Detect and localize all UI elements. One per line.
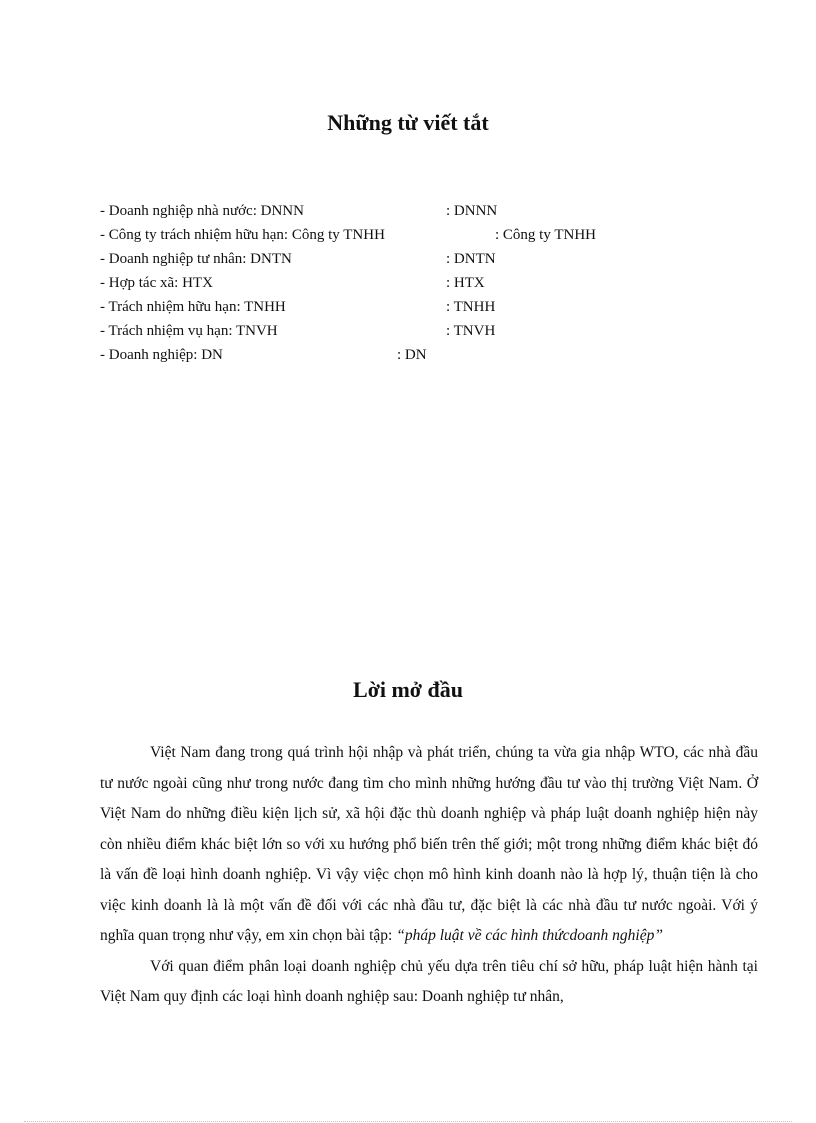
abbreviation-item xyxy=(100,223,720,247)
introduction-body xyxy=(100,738,758,1013)
abbreviation-item xyxy=(100,247,720,271)
assignment-topic: “pháp luật về các hình thứcdoanh nghiệp” xyxy=(396,927,663,944)
abbreviation-short: : DN xyxy=(397,347,427,363)
abbreviations-title: Những từ viết tắt xyxy=(327,110,489,135)
abbreviation-term: - Trách nhiệm hữu hạn: TNHH xyxy=(100,299,286,315)
abbreviation-short: : Công ty TNHH xyxy=(495,227,596,243)
introduction-title: Lời mở đầu xyxy=(353,677,463,702)
abbreviation-term: - Doanh nghiệp: DN xyxy=(100,347,223,363)
abbreviation-term: - Doanh nghiệp nhà nước: DNNN xyxy=(100,203,304,219)
abbreviation-item xyxy=(100,271,720,295)
abbreviation-term: - Công ty trách nhiệm hữu hạn: Công ty TNHH xyxy=(100,227,385,243)
abbreviation-item xyxy=(100,199,720,223)
page-bottom-divider xyxy=(24,1121,792,1122)
abbreviation-term: - Trách nhiệm vụ hạn: TNVH xyxy=(100,323,278,339)
abbreviation-short: : TNVH xyxy=(446,323,496,339)
abbreviation-term: - Hợp tác xã: HTX xyxy=(100,275,213,291)
intro-paragraph: Với quan điểm phân loại doanh nghiệp chủ yếu dựa trên tiêu chí sở hữu, pháp luật hiện hành tại Việt Nam quy định các loại hình doanh nghiệp sau: Doanh nghiệp tư nhân, xyxy=(100,957,758,1005)
abbreviation-short: : TNHH xyxy=(446,299,496,315)
intro-paragraph xyxy=(100,738,758,952)
abbreviation-short: : HTX xyxy=(446,275,485,291)
abbreviation-item xyxy=(100,343,720,367)
abbreviation-item xyxy=(100,319,720,343)
intro-paragraph-text: Việt Nam đang trong quá trình hội nhập và phát triển, chúng ta vừa gia nhập WTO, các nhà đầu tư nước ngoài cũng như trong nước đang tìm cho mình những hướng đầu tư vào thị trường Việt Nam. Ở Việt Nam do những điều kiện lịch sử, xã hội đặc thù doanh nghiệp và pháp luật doanh nghiệp hiện này còn nhiều điểm khác biệt lớn so với xu hướng phổ biến trên thế giới; một trong những điểm khác biệt đó là vấn đề loại hình doanh nghiệp. Vì vậy việc chọn mô hình kinh doanh nào là hợp lý, thuận tiện là cho việc kinh doanh là là một vấn đề đối với các nhà đầu tư, đặc biệt là các nhà đầu tư nước ngoài. Với ý nghĩa quan trọng như vậy, em xin chọn bài tập: xyxy=(100,744,758,944)
abbreviation-short: : DNTN xyxy=(446,251,496,267)
abbreviation-short: : DNNN xyxy=(446,203,498,219)
abbreviations-list xyxy=(100,199,720,367)
abbreviation-term: - Doanh nghiệp tư nhân: DNTN xyxy=(100,251,292,267)
abbreviation-item xyxy=(100,295,720,319)
